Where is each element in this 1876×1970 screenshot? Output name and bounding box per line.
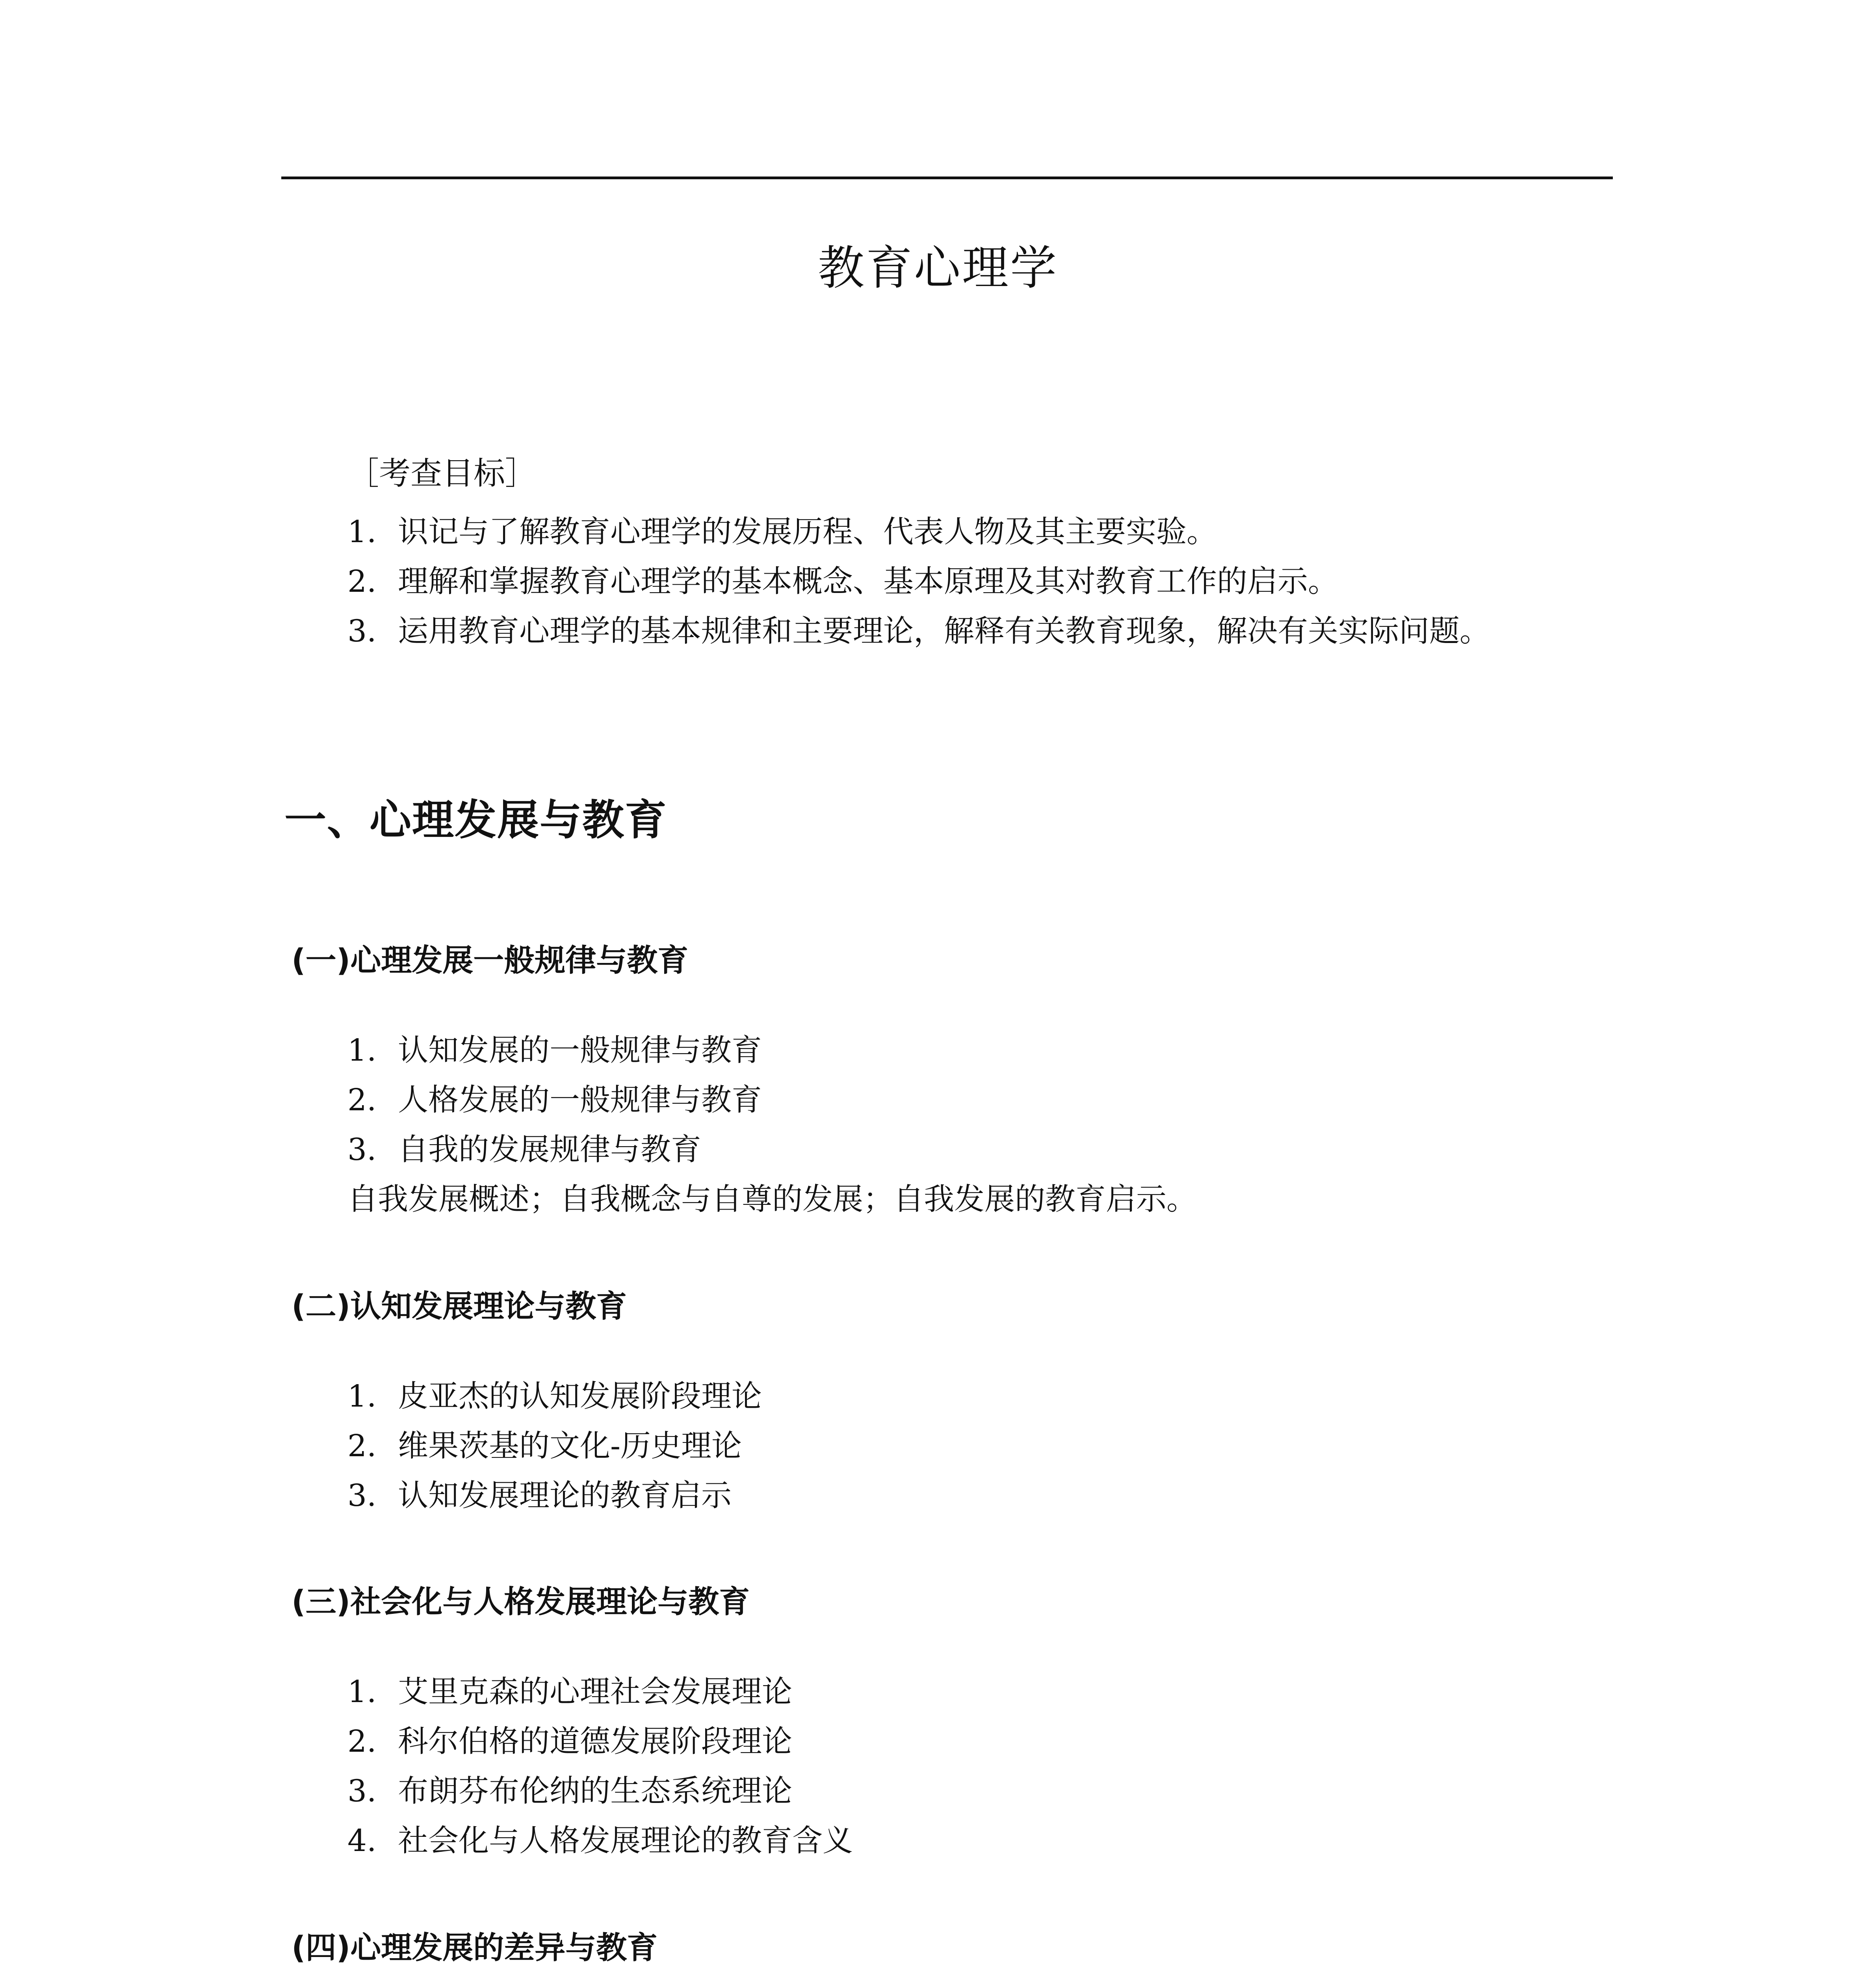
item-number: 3. bbox=[347, 1773, 377, 1809]
objective-text: 识记与了解教育心理学的发展历程、代表人物及其主要实验。 bbox=[398, 515, 1217, 550]
item-number: 1. bbox=[347, 1674, 377, 1710]
header-rule bbox=[281, 177, 1613, 179]
list-item bbox=[347, 1372, 1592, 1422]
section-heading: 一、心理发展与教育 bbox=[284, 796, 667, 844]
item-number: 4. bbox=[347, 1823, 377, 1858]
page-title: 教育心理学 bbox=[817, 241, 1058, 295]
item-text: 科尔伯格的道德发展阶段理论 bbox=[398, 1724, 792, 1759]
list-item bbox=[347, 1471, 1592, 1521]
list-item bbox=[347, 1026, 1592, 1076]
list-item bbox=[347, 1422, 1592, 1471]
item-number: 1. bbox=[347, 1379, 377, 1414]
objective-item bbox=[347, 557, 1608, 607]
objective-text: 运用教育心理学的基本规律和主要理论，解释有关教育现象，解决有关实际问题。 bbox=[398, 614, 1490, 649]
item-text: 布朗芬布伦纳的生态系统理论 bbox=[398, 1773, 792, 1809]
objective-item bbox=[347, 607, 1608, 656]
subsection-2 bbox=[292, 1288, 1592, 1521]
item-number: 3. bbox=[347, 1478, 377, 1513]
list-item bbox=[347, 1125, 1592, 1175]
item-text: 社会化与人格发展理论的教育含义 bbox=[398, 1823, 853, 1858]
subsection-3 bbox=[292, 1584, 1592, 1866]
list-item bbox=[347, 1667, 1592, 1717]
item-number: 2. bbox=[347, 1724, 377, 1759]
subsection-list bbox=[347, 1026, 1592, 1225]
item-text: 认知发展理论的教育启示 bbox=[398, 1478, 732, 1513]
item-number: 3. bbox=[347, 1132, 377, 1167]
item-text: 认知发展的一般规律与教育 bbox=[398, 1033, 762, 1068]
item-text: 艾里克森的心理社会发展理论 bbox=[398, 1674, 792, 1710]
item-text: 皮亚杰的认知发展阶段理论 bbox=[398, 1379, 762, 1414]
list-item bbox=[347, 1717, 1592, 1767]
objective-item bbox=[347, 507, 1608, 557]
objective-number: 2. bbox=[347, 564, 377, 599]
subsection-title: (二)认知发展理论与教育 bbox=[292, 1289, 627, 1324]
objectives-heading: ［考查目标］ bbox=[347, 455, 537, 492]
objective-number: 1. bbox=[347, 515, 377, 550]
objective-number: 3. bbox=[347, 614, 377, 649]
item-text: 维果茨基的文化-历史理论 bbox=[398, 1428, 742, 1464]
objective-text: 理解和掌握教育心理学的基本概念、基本原理及其对教育工作的启示。 bbox=[398, 564, 1338, 599]
objectives-block bbox=[347, 453, 1608, 656]
subsection-1 bbox=[292, 942, 1592, 1225]
subsection-list bbox=[347, 1372, 1592, 1521]
subsection-list bbox=[347, 1667, 1592, 1866]
item-number: 1. bbox=[347, 1033, 377, 1068]
subsection-4 bbox=[292, 1930, 1592, 1970]
item-text: 自我的发展规律与教育 bbox=[398, 1132, 701, 1167]
subsection-title: (一)心理发展一般规律与教育 bbox=[292, 943, 689, 978]
item-number: 2. bbox=[347, 1428, 377, 1464]
list-item bbox=[347, 1767, 1592, 1816]
subsection-title: (三)社会化与人格发展理论与教育 bbox=[292, 1584, 750, 1620]
list-item bbox=[347, 1816, 1592, 1866]
subsection-title: (四)心理发展的差异与教育 bbox=[292, 1930, 658, 1966]
item-number: 2. bbox=[347, 1082, 377, 1118]
subsection-note: 自我发展概述；自我概念与自尊的发展；自我发展的教育启示。 bbox=[347, 1182, 1197, 1217]
list-item bbox=[347, 1076, 1592, 1125]
item-text: 人格发展的一般规律与教育 bbox=[398, 1082, 762, 1118]
